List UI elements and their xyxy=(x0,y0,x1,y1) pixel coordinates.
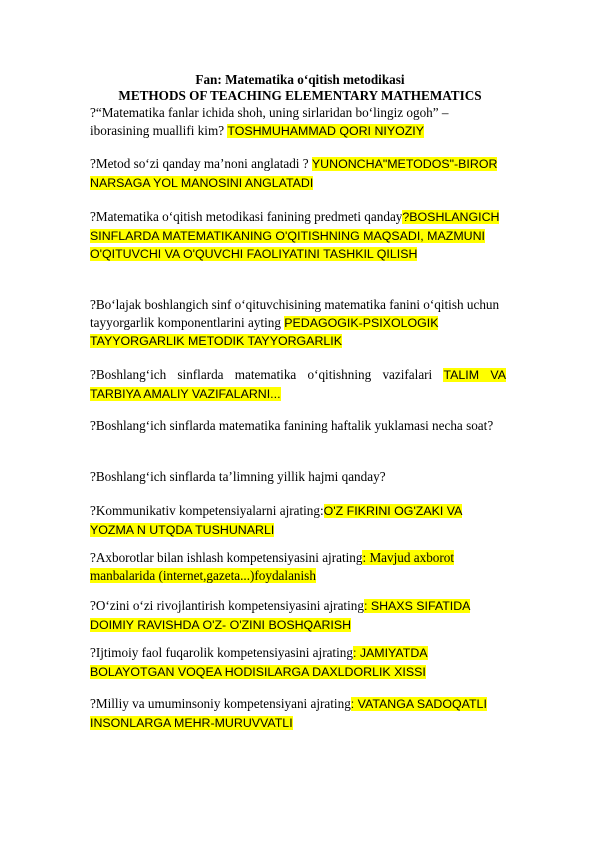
question-text: ?Kommunikativ kompetensiyalarni ajrating: xyxy=(90,503,324,518)
question-item xyxy=(90,296,506,351)
question-text: ?Ijtimoiy faol fuqarolik kompetensiyasini ajrating xyxy=(90,645,353,660)
question-item xyxy=(90,417,506,435)
answer-highlight: TALIM VA TARBIYA AMALIY VAZIFALARNI... xyxy=(90,368,506,401)
question-item xyxy=(90,104,506,140)
answer-highlight: : VATANGA SADOQATLI INSONLARGA MEHR-MURUVVATLI xyxy=(90,697,487,730)
document-heading: METHODS OF TEACHING ELEMENTARY MATHEMATICS xyxy=(118,88,482,103)
question-text: ?Matematika oʻqitish metodikasi fanining predmeti qanday xyxy=(90,209,403,224)
question-item xyxy=(90,695,506,732)
question-text: ?Metod soʻzi qanday maʼnoni anglatadi ? xyxy=(90,156,312,171)
question-item xyxy=(90,366,506,403)
question-text: ?Milliy va umuminsoniy kompetensiyani ajrating xyxy=(90,696,351,711)
answer-highlight: PEDAGOGIK-PSIXOLOGIK TAYYORGARLIK METODIK TAYYORGARLIK xyxy=(90,315,439,348)
question-text: ?Boshlangʻich sinflarda taʼlimning yillik hajmi qanday? xyxy=(90,469,386,484)
answer-highlight: : SHAXS SIFATIDA DOIMIY RAVISHDA O'Z- O'ZINI BOSHQARISH xyxy=(90,599,471,632)
question-text: ?Boshlangʻich sinflarda matematika fanining haftalik yuklamasi necha soat? xyxy=(90,418,494,433)
question-item xyxy=(90,468,506,486)
answer-highlight: : JAMIYATDA BOLAYOTGAN VOQEA HODISILARGA DAXLDORLIK XISSI xyxy=(90,646,428,679)
answer-highlight: ?BOSHLANGICH SINFLARDA MATEMATIKANING O'QITISHNING MAQSADI, MAZMUNI O'QITUVCHI VA O'QUVCHI FAOLIYATINI TASHKIL QILISH xyxy=(90,210,500,261)
question-item xyxy=(90,208,506,264)
question-text: ?Boshlangʻich sinflarda matematika oʻqitishning vazifalari xyxy=(90,367,444,382)
question-item xyxy=(90,502,506,539)
answer-highlight: TOSHMUHAMMAD QORI NIYOZIY xyxy=(227,123,425,138)
question-text: ?Axborotlar bilan ishlash kompetensiyasini ajrating xyxy=(90,550,363,565)
question-item xyxy=(90,597,506,634)
question-item xyxy=(90,155,506,192)
question-text: ?Boʻlajak boshlangich sinf oʻqituvchisining matematika fanini oʻqitish uchun tayyorgarlik komponentlarini ayting xyxy=(90,297,500,330)
subject-title: Fan: Matematika oʻqitish metodikasi xyxy=(195,72,405,87)
question-text: ?“Matematika fanlar ichida shoh, uning sirlaridan boʻlingiz ogoh” – iborasining muallifi kim? xyxy=(90,105,449,138)
answer-highlight: YUNONCHA"METODOS"-BIROR NARSAGA YOL MANOSINI ANGLATADI xyxy=(90,157,498,190)
question-item xyxy=(90,644,506,681)
answer-highlight: O'Z FIKRINI OG'ZAKI VA YOZMA N UTQDA TUSHUNARLI xyxy=(90,504,463,537)
answer-highlight: : Mavjud axborot manbalarida (internet,gazeta...)foydalanish xyxy=(90,550,455,583)
question-item xyxy=(90,549,506,584)
question-text: ?Oʻzini oʻzi rivojlantirish kompetensiyasini ajrating xyxy=(90,598,364,613)
